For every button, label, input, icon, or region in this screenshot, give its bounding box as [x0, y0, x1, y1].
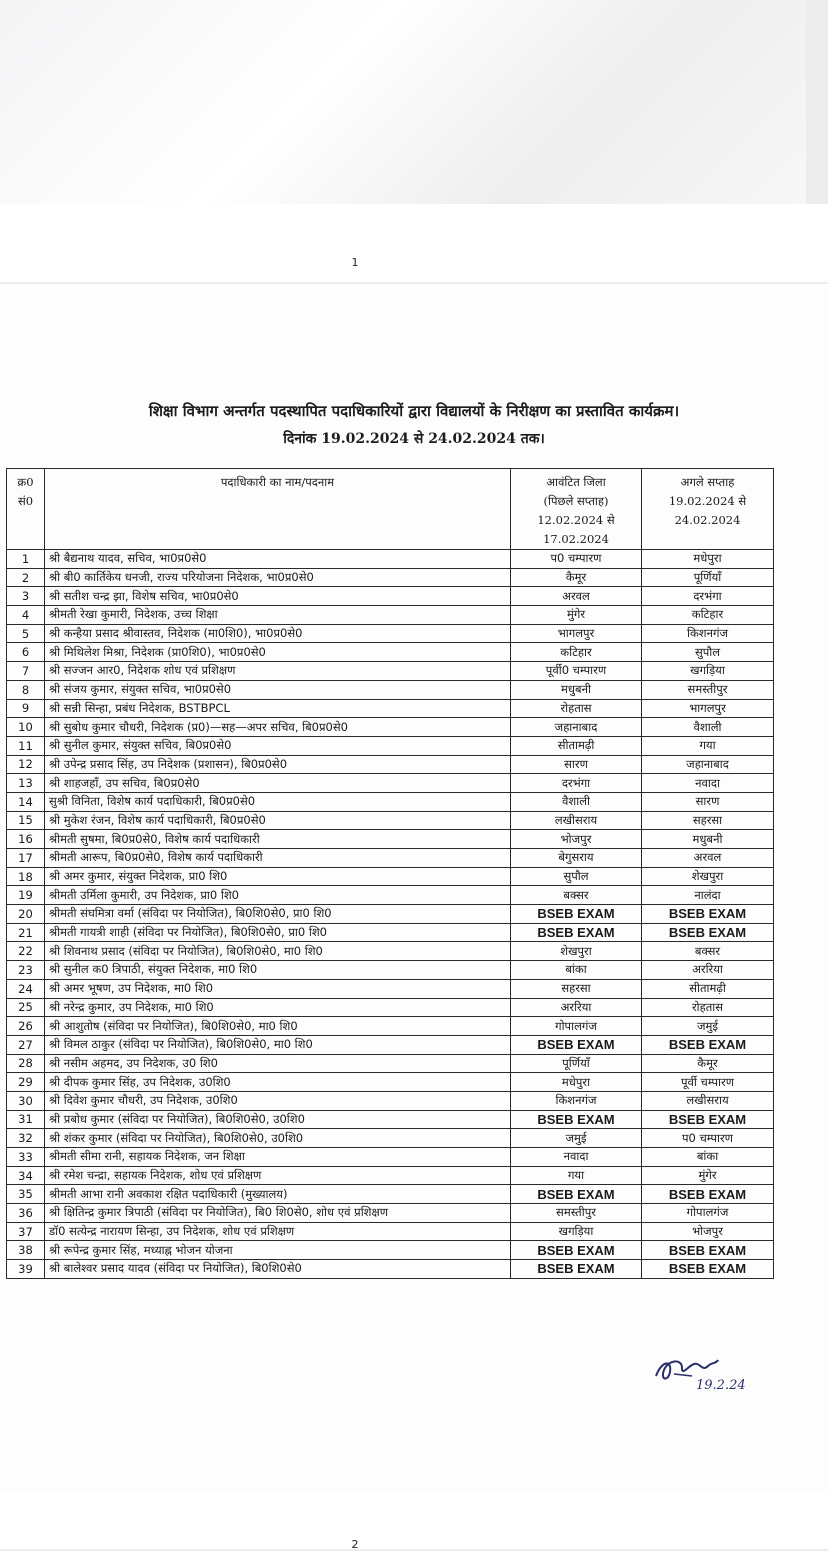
row-serial-number: 7 — [7, 662, 45, 681]
row-previous-district: अररिया — [511, 998, 642, 1017]
row-previous-district: सहरसा — [511, 979, 642, 998]
table-row — [7, 587, 774, 606]
row-next-district: दरभंगा — [642, 587, 774, 606]
handwritten-signature — [652, 1354, 792, 1404]
row-officer-name: श्री मिथिलेश मिश्रा, निदेशक (प्रा0शि0), भा0प्र0से0 — [45, 643, 511, 662]
table-row — [7, 1073, 774, 1092]
row-officer-name: श्री उपेन्द्र प्रसाद सिंह, उप निदेशक (प्रशासन), बि0प्र0से0 — [45, 755, 511, 774]
table-row — [7, 1091, 774, 1110]
table-row — [7, 849, 774, 868]
row-serial-number: 13 — [7, 774, 45, 793]
table-body — [7, 550, 774, 1279]
header-next-week-district: अगले सप्ताह 19.02.2024 से 24.02.2024 — [642, 469, 774, 550]
table-row — [7, 867, 774, 886]
row-serial-number: 35 — [7, 1185, 45, 1204]
row-serial-number: 9 — [7, 699, 45, 718]
row-previous-district: लखीसराय — [511, 811, 642, 830]
row-previous-district: वैशाली — [511, 792, 642, 811]
row-previous-district: कैमूर — [511, 568, 642, 587]
header-officer-name: पदाधिकारी का नाम/पदनाम — [45, 469, 511, 550]
row-officer-name: श्रीमती आरूप, बि0प्र0से0, विशेष कार्य पदाधिकारी — [45, 849, 511, 868]
row-next-district: गया — [642, 736, 774, 755]
table-row — [7, 792, 774, 811]
row-officer-name: श्री अमर कुमार, संयुक्त निदेशक, प्रा0 शि0 — [45, 867, 511, 886]
row-officer-name: श्री सतीश चन्द्र झा, विशेष सचिव, भा0प्र0से0 — [45, 587, 511, 606]
row-previous-district: भोजपुर — [511, 830, 642, 849]
table-row — [7, 1260, 774, 1279]
row-next-district: जमुई — [642, 1017, 774, 1036]
row-previous-district: सारण — [511, 755, 642, 774]
table-row — [7, 736, 774, 755]
table-row — [7, 905, 774, 924]
row-next-district: बांका — [642, 1148, 774, 1167]
row-serial-number: 37 — [7, 1222, 45, 1241]
row-serial-number: 27 — [7, 1035, 45, 1054]
table-row — [7, 568, 774, 587]
row-next-district: समस्तीपुर — [642, 680, 774, 699]
row-previous-district: शेखपुरा — [511, 942, 642, 961]
row-officer-name: श्री कन्हैया प्रसाद श्रीवास्तव, निदेशक (मा0शि0), भा0प्र0से0 — [45, 624, 511, 643]
row-officer-name: श्री बी0 कार्तिकेय धनजी, राज्य परियोजना निदेशक, भा0प्र0से0 — [45, 568, 511, 587]
row-officer-name: श्री आशुतोष (संविदा पर नियोजित), बि0शि0से0, मा0 शि0 — [45, 1017, 511, 1036]
page-separator — [0, 204, 828, 282]
row-next-district: प0 चम्पारण — [642, 1129, 774, 1148]
row-serial-number: 25 — [7, 998, 45, 1017]
row-officer-name: श्री अमर भूषण, उप निदेशक, मा0 शि0 — [45, 979, 511, 998]
row-serial-number: 31 — [7, 1110, 45, 1129]
row-previous-district: रोहतास — [511, 699, 642, 718]
row-previous-district: नवादा — [511, 1148, 642, 1167]
row-previous-district: प0 चम्पारण — [511, 550, 642, 569]
row-serial-number: 3 — [7, 587, 45, 606]
row-serial-number: 38 — [7, 1241, 45, 1260]
row-officer-name: श्रीमती संघमित्रा वर्मा (संविदा पर नियोजित), बि0शि0से0, प्रा0 शि0 — [45, 905, 511, 924]
table-row — [7, 1148, 774, 1167]
table-row — [7, 662, 774, 681]
row-previous-district: मधुबनी — [511, 680, 642, 699]
table-row — [7, 1185, 774, 1204]
table-row — [7, 1017, 774, 1036]
row-next-district: BSEB EXAM — [642, 923, 774, 942]
row-serial-number: 23 — [7, 961, 45, 980]
row-next-district: सहरसा — [642, 811, 774, 830]
row-serial-number: 10 — [7, 718, 45, 737]
row-serial-number: 18 — [7, 867, 45, 886]
row-next-district: गोपालगंज — [642, 1204, 774, 1223]
row-next-district: नवादा — [642, 774, 774, 793]
row-serial-number: 33 — [7, 1148, 45, 1167]
row-next-district: मुंगेर — [642, 1166, 774, 1185]
row-next-district: वैशाली — [642, 718, 774, 737]
row-officer-name: श्री शाहजहाँ, उप सचिव, बि0प्र0से0 — [45, 774, 511, 793]
row-serial-number: 4 — [7, 606, 45, 625]
row-officer-name: श्री सुबोध कुमार चौधरी, निदेशक (प्र0)—सह—अपर सचिव, बि0प्र0से0 — [45, 718, 511, 737]
table-row — [7, 550, 774, 569]
table-row — [7, 1241, 774, 1260]
row-officer-name: सुश्री विनिता, विशेष कार्य पदाधिकारी, बि0प्र0से0 — [45, 792, 511, 811]
row-serial-number: 8 — [7, 680, 45, 699]
row-officer-name: श्री सज्जन आर0, निदेशक शोध एवं प्रशिक्षण — [45, 662, 511, 681]
row-serial-number: 30 — [7, 1091, 45, 1110]
row-serial-number: 19 — [7, 886, 45, 905]
row-previous-district: अरवल — [511, 587, 642, 606]
row-next-district: BSEB EXAM — [642, 1260, 774, 1279]
table-row — [7, 680, 774, 699]
row-officer-name: श्री शंकर कुमार (संविदा पर नियोजित), बि0शि0से0, उ0शि0 — [45, 1129, 511, 1148]
row-next-district: अरवल — [642, 849, 774, 868]
row-previous-district: मधेपुरा — [511, 1073, 642, 1092]
document-date-range: दिनांक 19.02.2024 से 24.02.2024 तक। — [283, 431, 545, 447]
table-row — [7, 643, 774, 662]
row-previous-district: भागलपुर — [511, 624, 642, 643]
row-officer-name: श्री दीपक कुमार सिंह, उप निदेशक, उ0शि0 — [45, 1073, 511, 1092]
row-officer-name: श्रीमती उर्मिला कुमारी, उप निदेशक, प्रा0 शि0 — [45, 886, 511, 905]
row-next-district: लखीसराय — [642, 1091, 774, 1110]
row-next-district: भोजपुर — [642, 1222, 774, 1241]
row-previous-district: BSEB EXAM — [511, 1035, 642, 1054]
row-next-district: किशनगंज — [642, 624, 774, 643]
page-number-top: 1 — [351, 256, 359, 269]
row-serial-number: 28 — [7, 1054, 45, 1073]
row-previous-district: खगड़िया — [511, 1222, 642, 1241]
table-row — [7, 606, 774, 625]
row-serial-number: 24 — [7, 979, 45, 998]
header-serial-number: क्र0 सं0 — [7, 469, 45, 550]
row-next-district: BSEB EXAM — [642, 905, 774, 924]
row-next-district: जहानाबाद — [642, 755, 774, 774]
page-number-bottom: 2 — [351, 1538, 359, 1551]
row-previous-district: BSEB EXAM — [511, 1260, 642, 1279]
table-row — [7, 886, 774, 905]
row-officer-name: श्री बालेश्वर प्रसाद यादव (संविदा पर नियोजित), बि0शि0से0 — [45, 1260, 511, 1279]
row-previous-district: जहानाबाद — [511, 718, 642, 737]
row-officer-name: श्री सुनील क0 त्रिपाठी, संयुक्त निदेशक, मा0 शि0 — [45, 961, 511, 980]
row-serial-number: 5 — [7, 624, 45, 643]
table-row — [7, 1129, 774, 1148]
row-serial-number: 22 — [7, 942, 45, 961]
row-previous-district: सुपौल — [511, 867, 642, 886]
row-previous-district: बक्सर — [511, 886, 642, 905]
row-officer-name: डॉ0 सत्येन्द्र नारायण सिन्हा, उप निदेशक, शोध एवं प्रशिक्षण — [45, 1222, 511, 1241]
table-row — [7, 774, 774, 793]
row-serial-number: 15 — [7, 811, 45, 830]
row-serial-number: 1 — [7, 550, 45, 569]
row-next-district: BSEB EXAM — [642, 1241, 774, 1260]
row-officer-name: श्रीमती आभा रानी अवकाश रक्षित पदाधिकारी (मुख्यालय) — [45, 1185, 511, 1204]
row-next-district: मधुबनी — [642, 830, 774, 849]
row-previous-district: किशनगंज — [511, 1091, 642, 1110]
row-previous-district: बांका — [511, 961, 642, 980]
row-serial-number: 26 — [7, 1017, 45, 1036]
row-next-district: BSEB EXAM — [642, 1185, 774, 1204]
row-next-district: सारण — [642, 792, 774, 811]
row-serial-number: 6 — [7, 643, 45, 662]
row-previous-district: बेगुसराय — [511, 849, 642, 868]
row-next-district: बक्सर — [642, 942, 774, 961]
row-officer-name: श्री रमेश चन्द्रा, सहायक निदेशक, शोध एवं प्रशिक्षण — [45, 1166, 511, 1185]
row-next-district: कैमूर — [642, 1054, 774, 1073]
row-previous-district: कटिहार — [511, 643, 642, 662]
table-row — [7, 830, 774, 849]
row-officer-name: श्रीमती सीमा रानी, सहायक निदेशक, जन शिक्षा — [45, 1148, 511, 1167]
row-serial-number: 29 — [7, 1073, 45, 1092]
row-next-district: पूर्णियाँ — [642, 568, 774, 587]
row-officer-name: श्री संजय कुमार, संयुक्त सचिव, भा0प्र0से0 — [45, 680, 511, 699]
table-row — [7, 755, 774, 774]
row-previous-district: समस्तीपुर — [511, 1204, 642, 1223]
row-previous-district: BSEB EXAM — [511, 1241, 642, 1260]
row-next-district: पूर्वी चम्पारण — [642, 1073, 774, 1092]
row-next-district: मधेपुरा — [642, 550, 774, 569]
row-previous-district: गोपालगंज — [511, 1017, 642, 1036]
row-officer-name: श्री नसीम अहमद, उप निदेशक, उ0 शि0 — [45, 1054, 511, 1073]
row-serial-number: 21 — [7, 923, 45, 942]
header-previous-week-district: आवंटित जिला (पिछले सप्ताह) 12.02.2024 से 17.02.2024 — [511, 469, 642, 550]
row-officer-name: श्री सुनील कुमार, संयुक्त सचिव, बि0प्र0से0 — [45, 736, 511, 755]
table-row — [7, 1110, 774, 1129]
row-officer-name: श्रीमती सुषमा, बि0प्र0से0, विशेष कार्य पदाधिकारी — [45, 830, 511, 849]
row-previous-district: BSEB EXAM — [511, 1110, 642, 1129]
row-next-district: BSEB EXAM — [642, 1110, 774, 1129]
previous-page-remnant — [0, 0, 806, 204]
row-next-district: खगड़िया — [642, 662, 774, 681]
row-officer-name: श्री रूपेन्द्र कुमार सिंह, मध्याह्न भोजन योजना — [45, 1241, 511, 1260]
row-previous-district: गया — [511, 1166, 642, 1185]
table-row — [7, 923, 774, 942]
row-serial-number: 2 — [7, 568, 45, 587]
row-previous-district: BSEB EXAM — [511, 923, 642, 942]
table-row — [7, 699, 774, 718]
row-next-district: नालंदा — [642, 886, 774, 905]
row-serial-number: 16 — [7, 830, 45, 849]
row-previous-district: BSEB EXAM — [511, 1185, 642, 1204]
row-serial-number: 36 — [7, 1204, 45, 1223]
row-next-district: कटिहार — [642, 606, 774, 625]
row-previous-district: पूर्णियाँ — [511, 1054, 642, 1073]
table-row — [7, 998, 774, 1017]
table-row — [7, 942, 774, 961]
table-row — [7, 979, 774, 998]
row-officer-name: श्री क्षितिन्द्र कुमार त्रिपाठी (संविदा पर नियोजित), बि0 शि0से0, शोध एवं प्रशिक्षण — [45, 1204, 511, 1223]
table-row — [7, 1204, 774, 1223]
row-previous-district: दरभंगा — [511, 774, 642, 793]
row-officer-name: श्री विमल ठाकुर (संविदा पर नियोजित), बि0शि0से0, मा0 शि0 — [45, 1035, 511, 1054]
row-next-district: सीतामढ़ी — [642, 979, 774, 998]
row-officer-name: श्री शिवनाथ प्रसाद (संविदा पर नियोजित), बि0शि0से0, मा0 शि0 — [45, 942, 511, 961]
row-next-district: शेखपुरा — [642, 867, 774, 886]
table-row — [7, 1166, 774, 1185]
row-serial-number: 34 — [7, 1166, 45, 1185]
row-previous-district: BSEB EXAM — [511, 905, 642, 924]
row-serial-number: 39 — [7, 1260, 45, 1279]
row-previous-district: सीतामढ़ी — [511, 736, 642, 755]
row-next-district: अररिया — [642, 961, 774, 980]
row-previous-district: पूर्वी0 चम्पारण — [511, 662, 642, 681]
table-row — [7, 718, 774, 737]
table-row — [7, 624, 774, 643]
row-officer-name: श्री प्रबोध कुमार (संविदा पर नियोजित), बि0शि0से0, उ0शि0 — [45, 1110, 511, 1129]
row-officer-name: श्रीमती रेखा कुमारी, निदेशक, उच्च शिक्षा — [45, 606, 511, 625]
table-row — [7, 1035, 774, 1054]
row-officer-name: श्रीमती गायत्री शाही (संविदा पर नियोजित), बि0शि0से0, प्रा0 शि0 — [45, 923, 511, 942]
row-serial-number: 32 — [7, 1129, 45, 1148]
row-next-district: सुपौल — [642, 643, 774, 662]
table-header-row — [7, 469, 774, 550]
table-row — [7, 811, 774, 830]
row-officer-name: श्री दिवेश कुमार चौधरी, उप निदेशक, उ0शि0 — [45, 1091, 511, 1110]
row-serial-number: 11 — [7, 736, 45, 755]
row-previous-district: जमुई — [511, 1129, 642, 1148]
table-row — [7, 961, 774, 980]
row-next-district: रोहतास — [642, 998, 774, 1017]
row-officer-name: श्री मुकेश रंजन, विशेष कार्य पदाधिकारी, बि0प्र0से0 — [45, 811, 511, 830]
row-previous-district: मुंगेर — [511, 606, 642, 625]
row-serial-number: 17 — [7, 849, 45, 868]
row-serial-number: 14 — [7, 792, 45, 811]
document-title: शिक्षा विभाग अन्तर्गत पदस्थापित पदाधिकारियों द्वारा विद्यालयों के निरीक्षण का प्रस्तावित कार्यक्रम। — [148, 402, 680, 420]
row-officer-name: श्री बैद्यनाथ यादव, सचिव, भा0प्र0से0 — [45, 550, 511, 569]
row-officer-name: श्री नरेन्द्र कुमार, उप निदेशक, मा0 शि0 — [45, 998, 511, 1017]
row-serial-number: 20 — [7, 905, 45, 924]
row-officer-name: श्री सन्नी सिन्हा, प्रबंध निदेशक, BSTBPCL — [45, 699, 511, 718]
table-row — [7, 1054, 774, 1073]
row-serial-number: 12 — [7, 755, 45, 774]
table-row — [7, 1222, 774, 1241]
signature-date: 19.2.24 — [696, 1378, 746, 1393]
row-next-district: BSEB EXAM — [642, 1035, 774, 1054]
inspection-schedule-table — [6, 468, 774, 1279]
row-next-district: भागलपुर — [642, 699, 774, 718]
